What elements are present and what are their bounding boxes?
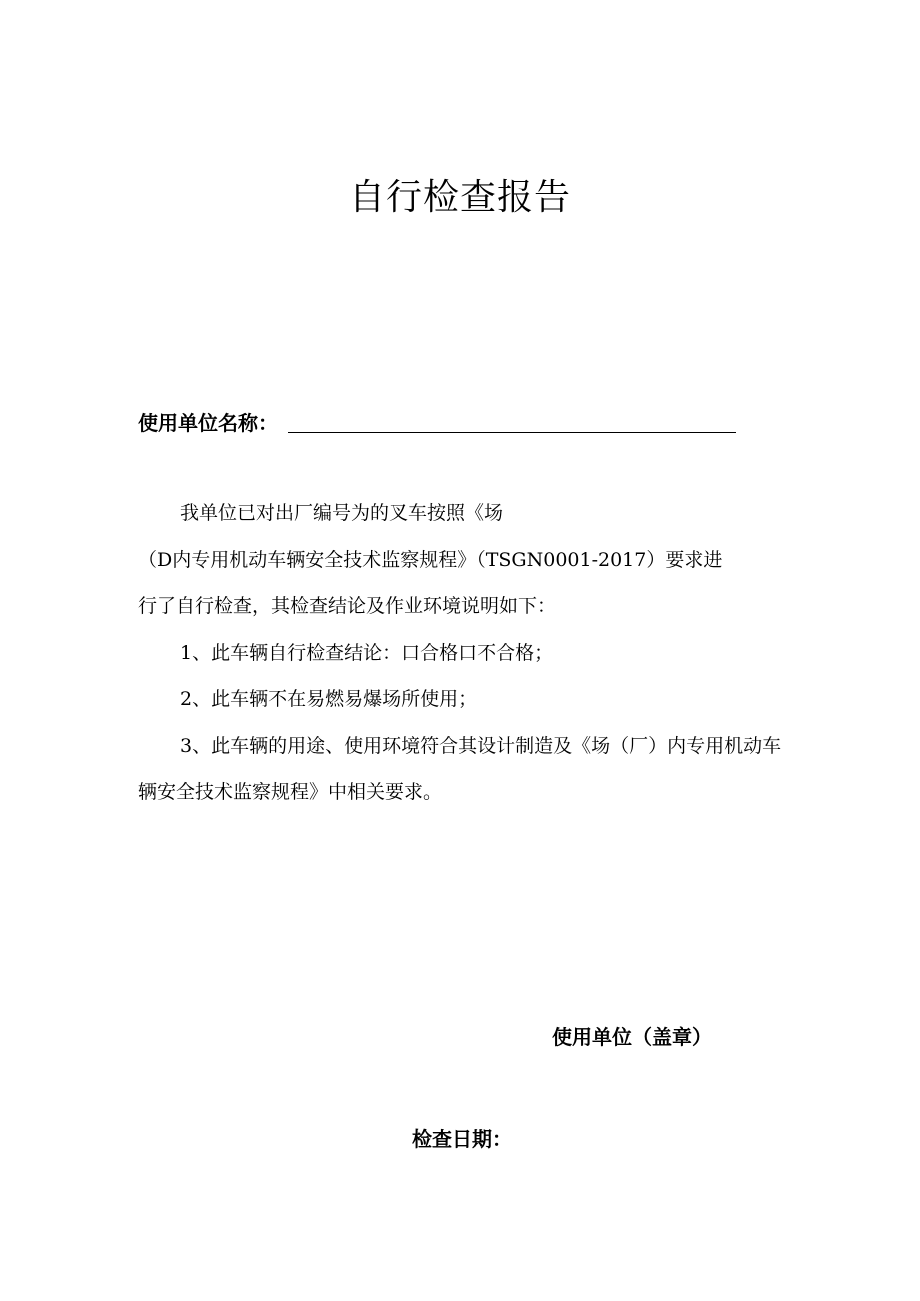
unit-name-row (138, 404, 736, 438)
paragraph-line-1: 我单位已对出厂编号为的叉车按照《场 (180, 502, 504, 524)
paragraph-line-3: 行了自行检查，其检查结论及作业环境说明如下： (138, 595, 557, 617)
check-item-2: 2、此车辆不在易燃易爆场所使用； (180, 688, 478, 710)
inspection-date-label: 检查日期： (412, 1127, 512, 1151)
check-item-3: 3、此车辆的用途、使用环境符合其设计制造及《场（厂）内专用机动车辆安全技术监察规程》中相关要求。 (138, 734, 782, 803)
report-body (138, 490, 788, 816)
document-title: 自行检查报告 (348, 177, 571, 218)
unit-name-blank-line (288, 432, 736, 433)
stamp-label: 使用单位（盖章） (552, 1025, 712, 1049)
check-item-1: 1、此车辆自行检查结论：口合格口不合格； (180, 641, 554, 664)
unit-name-label: 使用单位名称： (138, 411, 278, 435)
paragraph-line-2: （D内专用机动车辆安全技术监察规程》（TSGN0001-2017）要求进 (138, 548, 723, 571)
